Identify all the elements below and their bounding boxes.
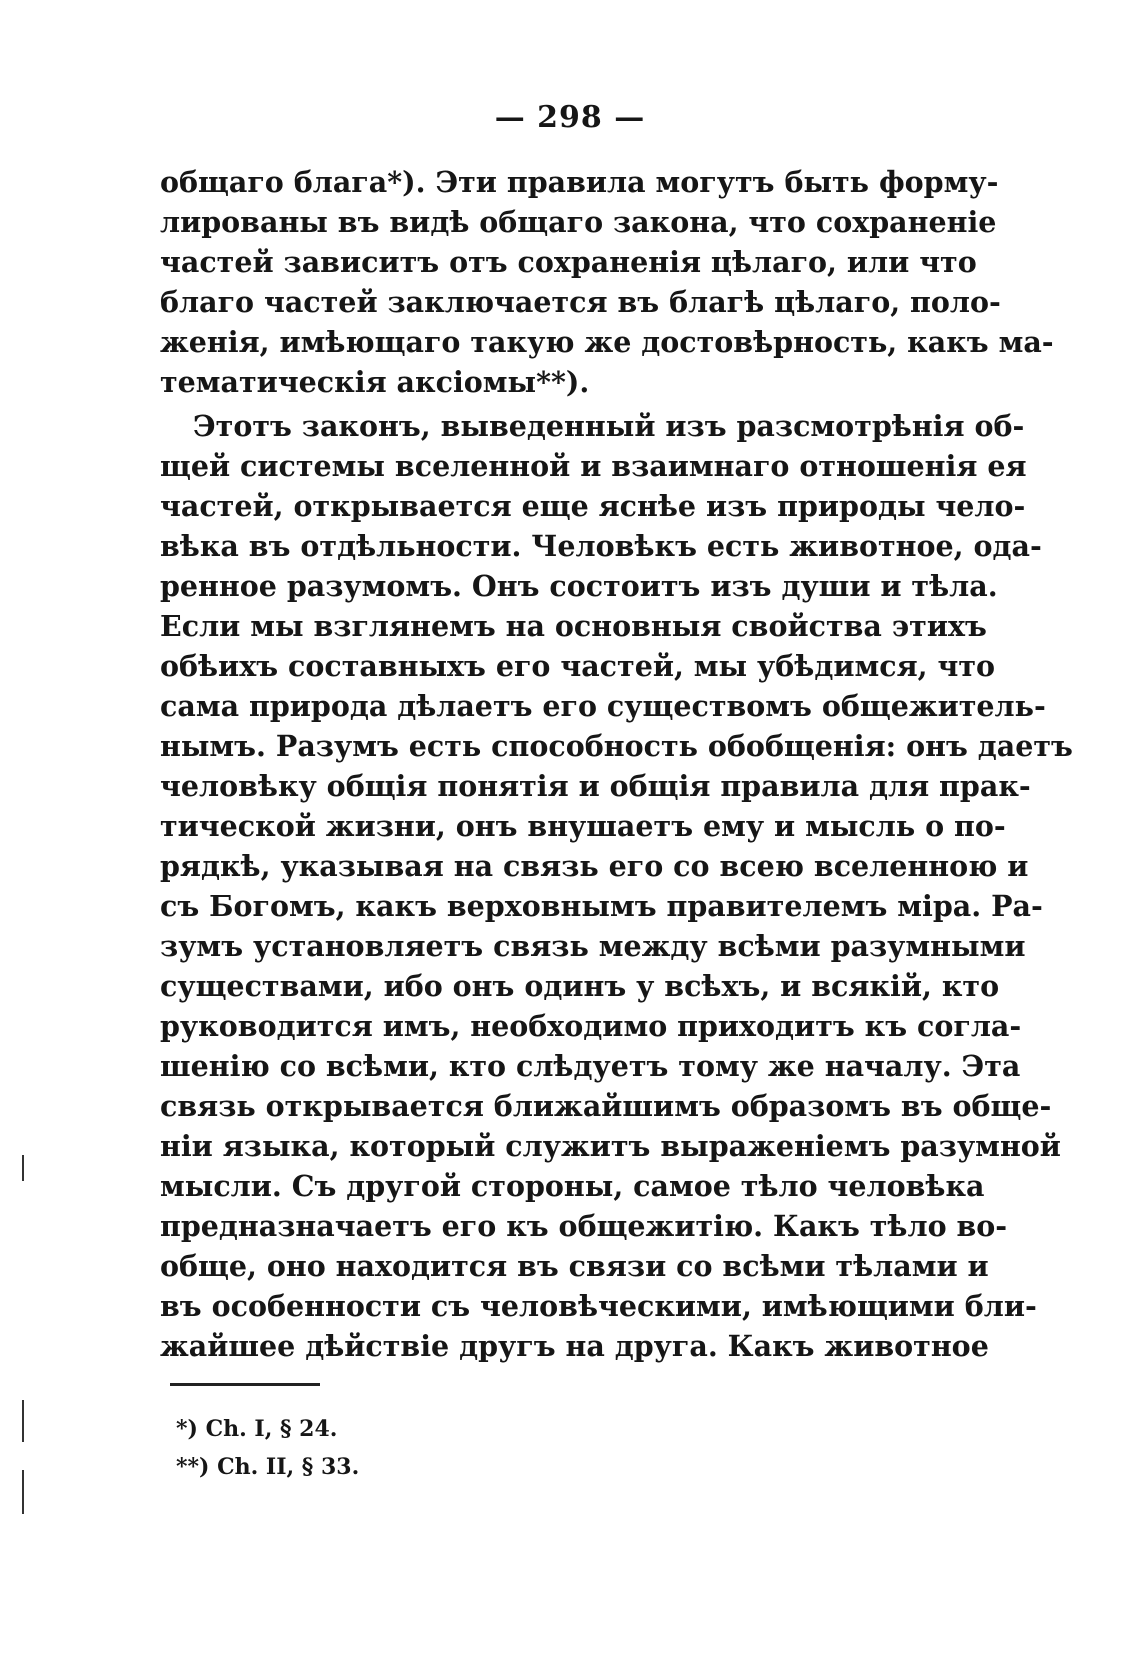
text-line: существами, ибо онъ одинъ у всѣхъ, и всякій, кто (160, 969, 1000, 1003)
text-line: нымъ. Разумъ есть способность обобщенія: онъ даетъ (160, 729, 1073, 763)
footnote: *) Ch. I, § 24. (176, 1416, 338, 1442)
text-line: жайшее дѣйствіе другъ на друга. Какъ животное (160, 1329, 989, 1363)
paragraph-2 (160, 406, 1073, 1366)
text-line: женія, имѣющаго такую же достовѣрность, какъ ма- (160, 325, 1054, 359)
margin-scan-mark (22, 1400, 24, 1442)
text-line: съ Богомъ, какъ верховнымъ правителемъ міра. Ра- (160, 889, 1043, 923)
text-line: тематическія аксіомы**). (160, 365, 590, 399)
text-line: благо частей заключается въ благѣ цѣлаго, поло- (160, 285, 1001, 319)
text-line: частей зависитъ отъ сохраненія цѣлаго, или что (160, 245, 977, 279)
footnotes (176, 1410, 359, 1486)
text-line: обѣихъ составныхъ его частей, мы убѣдимся, что (160, 649, 996, 683)
text-line: руководится имъ, необходимо приходитъ къ согла- (160, 1009, 1022, 1043)
margin-scan-mark (22, 1155, 24, 1181)
text-line: вѣка въ отдѣльности. Человѣкъ есть животное, ода- (160, 529, 1042, 563)
page-number: — 298 — (494, 100, 646, 135)
text-line: тической жизни, онъ внушаетъ ему и мысль о по- (160, 809, 1006, 843)
text-line: въ особенности съ человѣческими, имѣющими бли- (160, 1289, 1037, 1323)
text-line: мысли. Съ другой стороны, самое тѣло человѣка (160, 1169, 985, 1203)
text-line: предназначаетъ его къ общежитію. Какъ тѣло во- (160, 1209, 1008, 1243)
text-line: ренное разумомъ. Онъ состоитъ изъ души и тѣла. (160, 569, 998, 603)
margin-scan-mark (22, 1470, 24, 1514)
text-line: шенію со всѣми, кто слѣдуетъ тому же началу. Эта (160, 1049, 1021, 1083)
text-line: сама природа дѣлаетъ его существомъ общежитель- (160, 689, 1046, 723)
text-line: Этотъ законъ, выведенный изъ разсмотрѣнія об- (193, 409, 1025, 443)
text-line: человѣку общія понятія и общія правила для прак- (160, 769, 1031, 803)
paragraph-1 (160, 162, 1054, 402)
text-line: общаго блага*). Эти правила могутъ быть форму- (160, 165, 999, 199)
text-line: зумъ установляетъ связь между всѣми разумными (160, 929, 1026, 963)
footnote-divider (170, 1383, 320, 1386)
text-line: связь открывается ближайшимъ образомъ въ обще- (160, 1089, 1052, 1123)
text-line: лированы въ видѣ общаго закона, что сохраненіе (160, 205, 997, 239)
footnote: **) Ch. II, § 33. (176, 1454, 360, 1480)
text-line: ніи языка, который служитъ выраженіемъ разумной (160, 1129, 1061, 1163)
text-line: частей, открывается еще яснѣе изъ природы чело- (160, 489, 1026, 523)
text-line: обще, оно находится въ связи со всѣми тѣлами и (160, 1249, 989, 1283)
text-line: щей системы вселенной и взаимнаго отношенія ея (160, 449, 1027, 483)
text-line: Если мы взглянемъ на основныя свойства этихъ (160, 609, 987, 643)
text-line: рядкѣ, указывая на связь его со всею вселенною и (160, 849, 1029, 883)
